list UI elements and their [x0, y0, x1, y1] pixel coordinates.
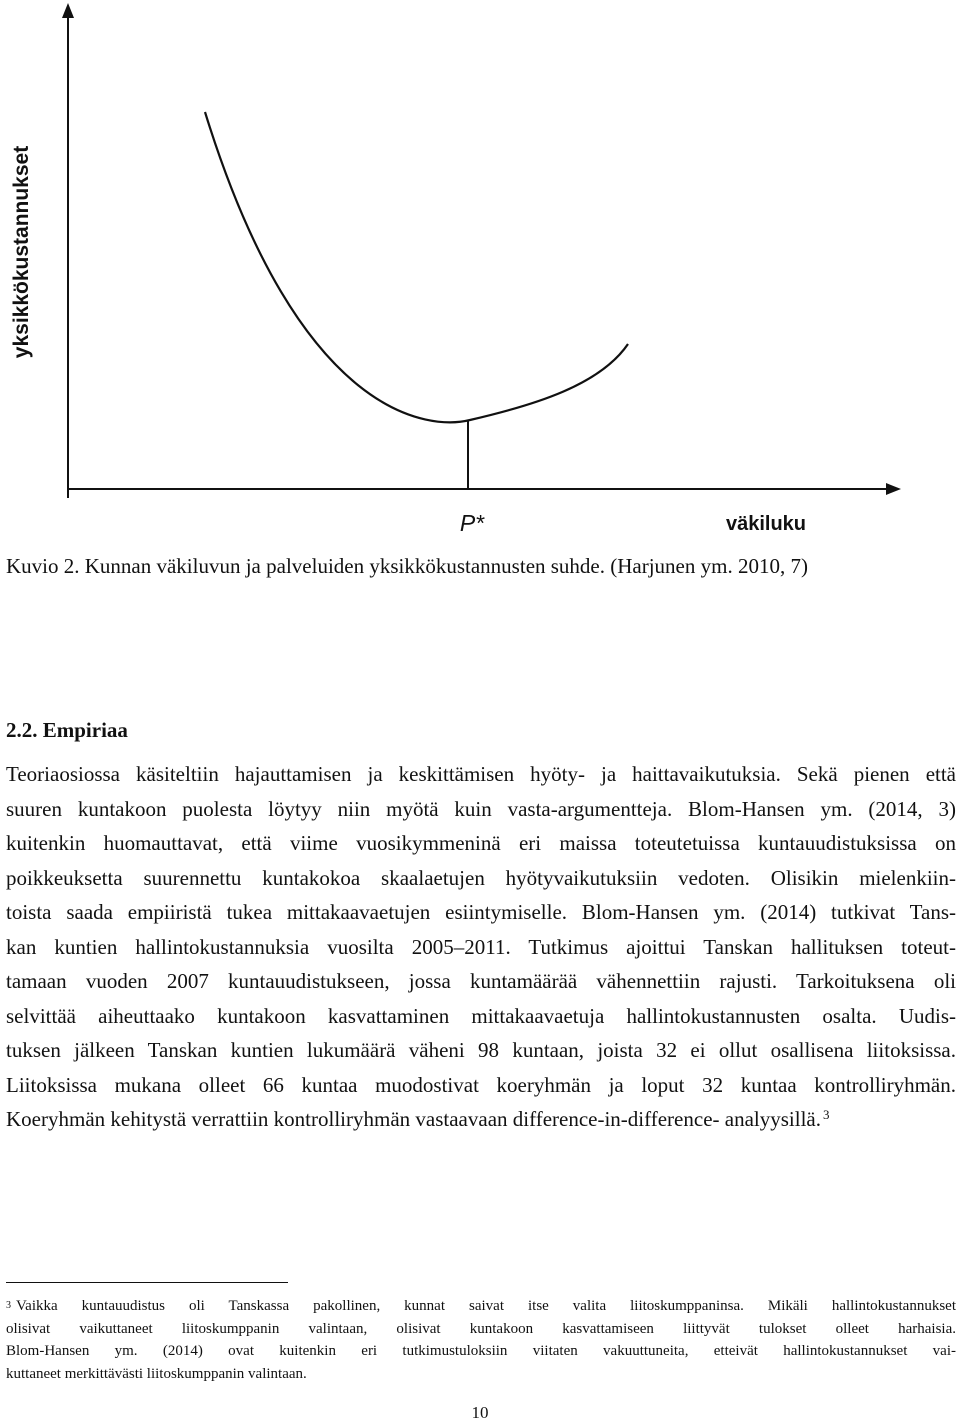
footnote-line-text: Vaikka kuntauudistus oli Tanskassa pakollinen, kunnat saivat itse valita liitoskumppaninsa. Mikäli hallintokustannukset [16, 1298, 956, 1314]
section-heading: 2.2. Empiriaa [6, 718, 128, 742]
cost-curve [205, 112, 628, 422]
footnote-line: olisivat vaikuttaneet liitoskumppanin valintaan, olisivat kuntakoon kasvattamiseen liittyvät tulokset olleet harhaisia. [6, 1320, 956, 1337]
y-axis-label: yksikkökustannukset [10, 145, 33, 359]
body-line: tuksen jälkeen Tanskan kuntien lukumäärä väheni 98 kuntaan, joista 32 ei ollut osallisena liitoksissa. [6, 1038, 956, 1062]
footnote-reference[interactable]: 3 [822, 1107, 830, 1122]
footnote-number: 3 [6, 1300, 11, 1311]
body-line: tamaan vuoden 2007 kuntauudistukseen, jossa kuntamäärää vähennettiin rajusti. Tarkoituksena oli [6, 969, 956, 993]
body-line: kuitenkin huomauttavat, että viime vuosikymmeninä eri maissa toteutetuissa kuntauudistuksissa on [6, 831, 956, 855]
body-line: suuren kuntakoon puolesta löytyy niin myötä kuin vasta-argumentteja. Blom-Hansen ym. (2014, 3) [6, 796, 956, 821]
figure [0, 0, 960, 545]
body-line: Liitoksissa mukana olleet 66 kuntaa muodostivat koeryhmän ja loput 32 kuntaa kontrolliryhmän. [6, 1072, 956, 1097]
body-line: kan kuntien hallintokustannuksia vuosilta 2005–2011. Tutkimus ajoittui Tanskan hallituksen toteut- [6, 934, 956, 959]
footnote-line: Blom-Hansen ym. (2014) ovat kuitenkin eri tutkimustuloksiin viitaten vakuuttuneita, etteivät hallintokustannukset vai- [6, 1343, 956, 1359]
body-line: Teoriaosiossa käsiteltiin hajauttamisen ja keskittämisen hyöty- ja haittavaikutuksia. Sekä pienen että [6, 762, 956, 786]
x-axis-arrow [886, 483, 901, 495]
body-line-text: Koeryhmän kehitystä verrattiin kontrolliryhmän vastaavaan difference-in-difference- analyysillä. [6, 1107, 821, 1131]
footnote-line [6, 1295, 956, 1318]
body-line: poikkeuksetta suurennettu kuntakokoa skaalaetujen hyötyvaikutuksiin vedoten. Olisikin mielenkiin- [6, 865, 956, 890]
footnote-line-last: kuttaneet merkittävästi liitoskumppanin valintaan. [6, 1365, 307, 1382]
figure-caption: Kuvio 2. Kunnan väkiluvun ja palveluiden yksikkökustannusten suhde. (Harjunen ym. 2010, 7) [6, 554, 808, 578]
x-axis-label: väkiluku [725, 513, 807, 535]
footnote [6, 1295, 956, 1385]
section-body [6, 757, 956, 1137]
cost-curve-chart [0, 0, 960, 545]
body-line: selvittää aiheuttaako kuntakoon kasvattaminen mittakaavaetuja hallintokustannusten osalta. Uudis- [6, 1003, 956, 1028]
optimum-label: P* [459, 510, 485, 536]
y-axis-arrow [62, 3, 74, 18]
footnote-divider [6, 1282, 288, 1283]
body-line-last [6, 1102, 956, 1137]
page-number: 10 [471, 1403, 489, 1422]
body-line: toista saada empiiristä tukea mittakaavaetujen esiintymiselle. Blom-Hansen ym. (2014) tutkivat Tans- [6, 900, 956, 924]
